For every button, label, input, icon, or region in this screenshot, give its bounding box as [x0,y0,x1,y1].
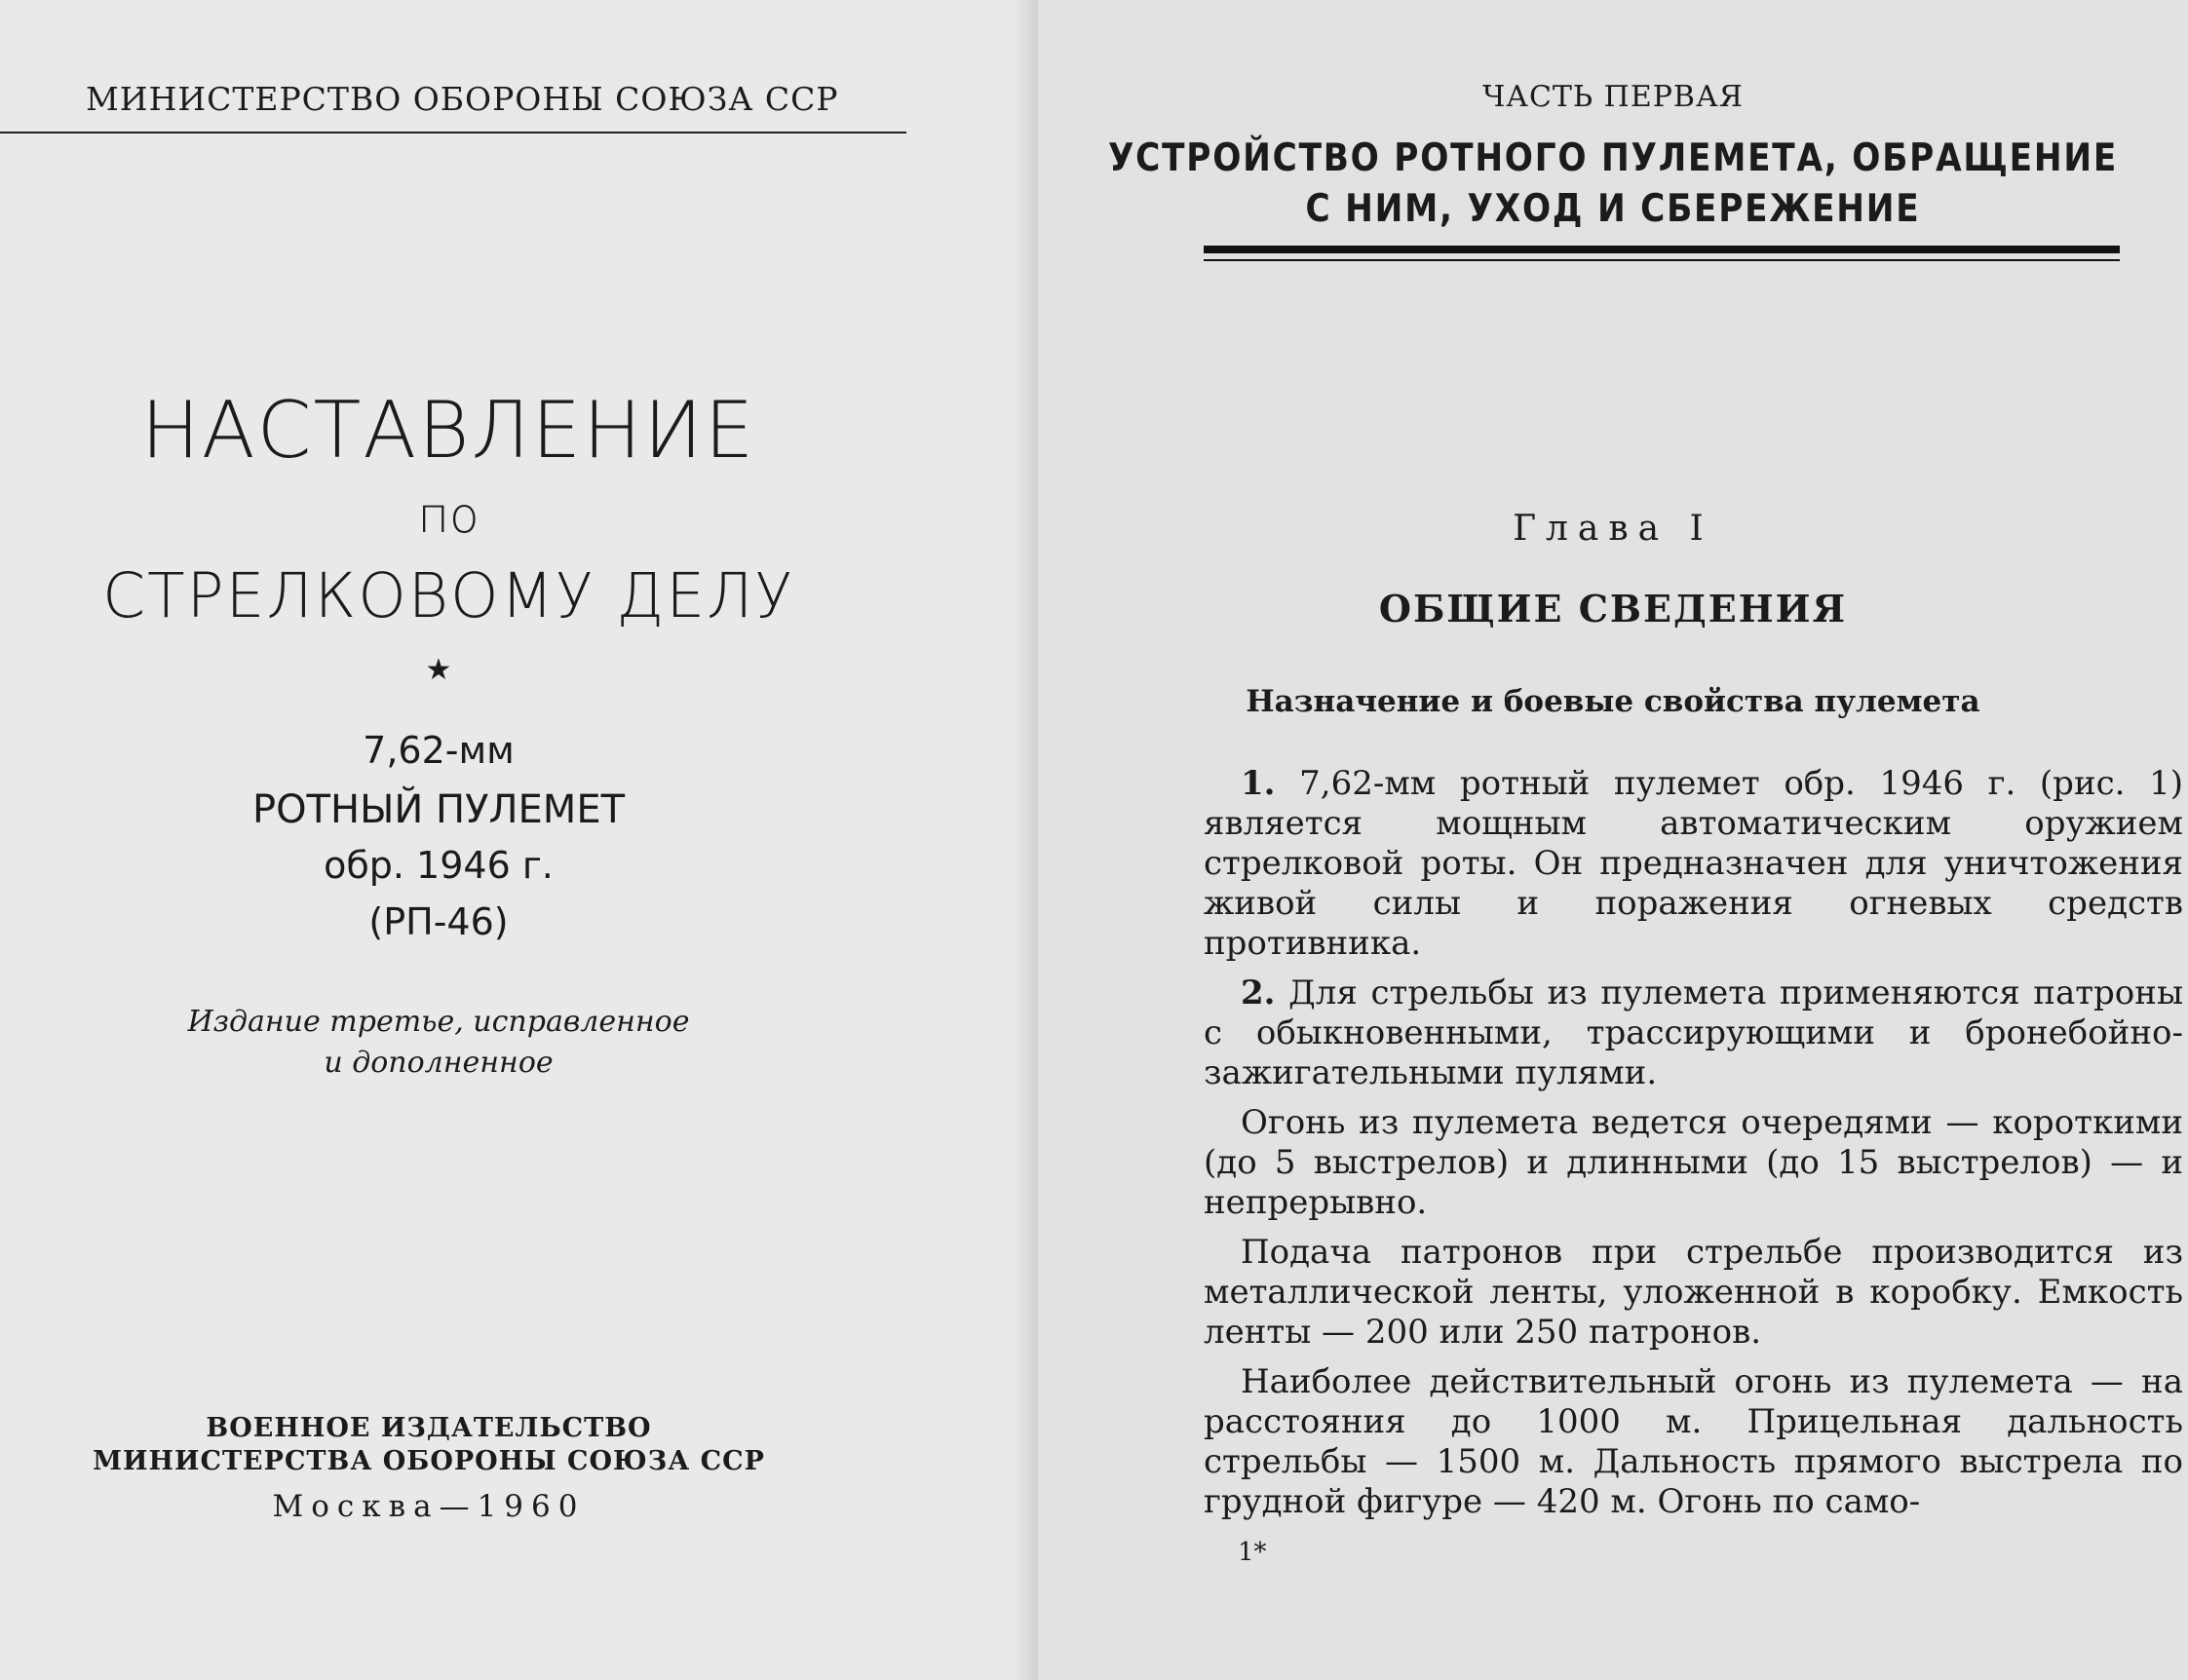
folio-mark: 1* [1238,1538,1267,1567]
chapter-title: Глава I [1513,509,1713,549]
paragraph [1204,974,2183,1093]
header-rule [0,132,906,134]
caliber: 7,62-мм [363,729,515,772]
paragraph [1204,1233,2183,1353]
paragraph [1204,764,2183,964]
edition-line-1: Издание третье, исправленное [187,1005,690,1039]
edition-line-2: и дополненное [324,1046,554,1080]
subsection-title: Назначение и боевые свойства пулемета [1246,684,1980,719]
paragraph-text: Огонь из пулемета ведется очередями — короткими (до 5 выстрелов) и длинными (до 15 выстрелов) — и непрерывно. [1204,1103,2183,1222]
part-heading-line-2: С НИМ, УХОД И СБЕРЕЖЕНИЕ [1305,187,1921,231]
paragraph-text: Подача патронов при стрельбе производится из металлической ленты, уложенной в коробку. Емкость ленты — 200 или 250 патронов. [1204,1233,2183,1352]
paragraph-text: 7,62-мм ротный пулемет обр. 1946 г. (рис. 1) является мощным автоматическим оружием стрелковой роты. Он предназначен для уничтожения живой силы и поражения огневых средств противника. [1204,764,2183,963]
part-label: ЧАСТЬ ПЕРВАЯ [1482,80,1744,114]
weapon-name: РОТНЫЙ ПУЛЕМЕТ [251,787,626,832]
title-main: НАСТАВЛЕНИЕ [140,385,756,476]
publisher-line-2: МИНИСТЕРСТВА ОБОРОНЫ СОЮЗА ССР [93,1446,765,1476]
right-page [1038,0,2188,1680]
paragraph-text: Для стрельбы из пулемета применяются патроны с обыкновенными, трассирующими и бронебойно-зажигательными пулями. [1204,974,2183,1092]
paragraph [1204,1103,2183,1223]
left-page [0,0,1038,1680]
part-heading-line-1: УСТРОЙСТВО РОТНОГО ПУЛЕМЕТА, ОБРАЩЕНИЕ [1107,136,2119,180]
star-icon: ★ [425,653,452,687]
heading-rule-thick [1204,246,2120,253]
model-year: обр. 1946 г. [324,844,554,887]
paragraph-number: 2. [1241,974,1276,1012]
paragraph [1204,1362,2183,1522]
title-subject: СТРЕЛКОВОМУ ДЕЛУ [102,560,794,631]
title-preposition: по [417,487,480,544]
paragraph-text: Наиболее действительный огонь из пулемета — на расстояния до 1000 м. Прицельная дальность стрельбы — 1500 м. Дальность прямого выстрела по грудной фигуре — 420 м. Огонь по само- [1204,1362,2183,1521]
body-text [1204,764,2183,1532]
model-code: (РП-46) [368,900,509,943]
ministry-header: МИНИСТЕРСТВО ОБОРОНЫ СОЮЗА ССР [86,80,839,118]
section-title: ОБЩИЕ СВЕДЕНИЯ [1378,587,1848,630]
city-year: Москва—1960 [272,1489,586,1524]
heading-rule-thin [1204,259,2120,261]
publisher-line-1: ВОЕННОЕ ИЗДАТЕЛЬСТВО [206,1413,652,1443]
paragraph-number: 1. [1241,764,1276,803]
